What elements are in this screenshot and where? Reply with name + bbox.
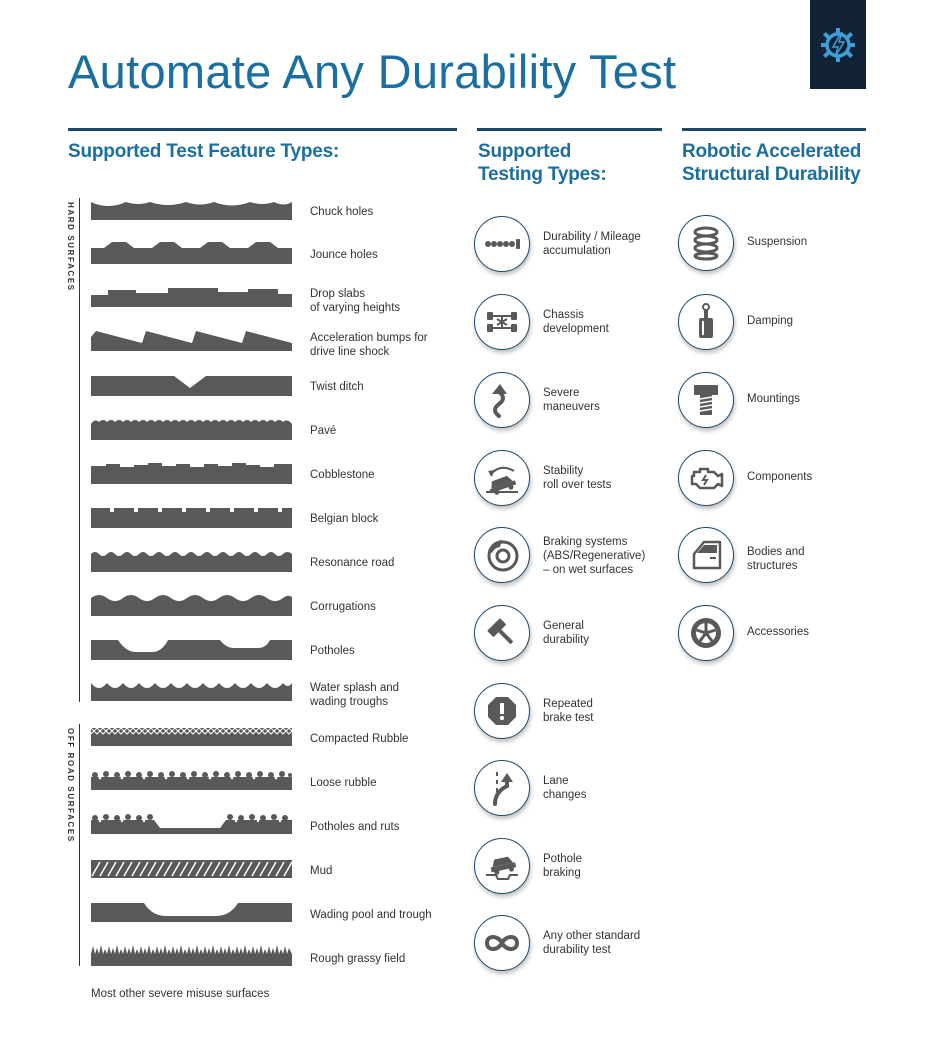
twist-ditch-profile — [90, 372, 294, 398]
loose-rubble-profile — [90, 768, 294, 794]
feature-drop-slabs — [90, 283, 450, 323]
testing-label: Any other standard durability test — [543, 930, 641, 956]
acceleration-bumps-profile — [90, 327, 294, 353]
feature-label: Pavé — [310, 425, 337, 437]
feature-label: Cobblestone — [310, 469, 375, 481]
offroad-surfaces-label: OFF ROAD SURFACES — [66, 728, 75, 843]
gear-bolt-icon — [819, 26, 857, 64]
robotic-label: Damping — [747, 315, 794, 327]
feature-label: Acceleration bumps for drive line shock — [310, 332, 428, 358]
feature-label: Wading pool and trough — [310, 909, 432, 921]
grassy-field-profile — [90, 944, 294, 970]
testing-label: General durability — [543, 620, 590, 646]
robotic-label: Mountings — [747, 393, 801, 405]
brake-warning-icon — [486, 695, 518, 727]
robotic-label: Bodies and structures — [747, 546, 805, 572]
feature-resonance-road — [90, 548, 450, 588]
hammer-icon — [485, 616, 519, 650]
feature-label: Loose rubble — [310, 777, 377, 789]
mileage-odometer-icon — [482, 232, 522, 256]
feature-label: Corrugations — [310, 601, 376, 613]
feature-jounce-holes — [90, 240, 450, 280]
drop-slabs-profile — [90, 283, 294, 309]
testing-label: Durability / Mileage accumulation — [543, 231, 641, 257]
feature-label: Drop slabs of varying heights — [310, 288, 401, 314]
feature-label: Jounce holes — [310, 249, 378, 261]
features-rule — [68, 128, 457, 131]
wading-pool-profile — [90, 900, 294, 926]
testing-label: Stability roll over tests — [543, 465, 612, 491]
coil-spring-icon — [691, 225, 721, 261]
feature-chuck-holes — [90, 196, 450, 236]
feature-label: Resonance road — [310, 557, 395, 569]
feature-loose-rubble — [90, 768, 450, 808]
hard-surfaces-label: HARD SURFACES — [66, 202, 75, 292]
feature-wading-pool — [90, 900, 450, 940]
testing-label: Repeated brake test — [543, 698, 594, 724]
testing-label: Braking systems (ABS/Regenerative) – on wet surfaces — [543, 536, 646, 576]
feature-corrugations — [90, 592, 450, 632]
features-heading: Supported Test Feature Types: — [68, 141, 340, 162]
testing-rule — [477, 128, 662, 131]
feature-pave — [90, 416, 450, 456]
robotic-label: Accessories — [747, 626, 809, 638]
offroad-surfaces-bar — [79, 724, 80, 966]
feature-grassy-field — [90, 944, 450, 984]
feature-cobblestone — [90, 460, 450, 500]
chassis-icon — [484, 307, 520, 337]
feature-label: Mud — [310, 865, 333, 877]
water-splash-profile — [90, 677, 294, 703]
jounce-holes-profile — [90, 240, 294, 266]
rollover-car-icon — [484, 461, 520, 495]
hard-surfaces-bar — [79, 198, 80, 702]
car-door-icon — [690, 540, 722, 570]
bolt-icon — [692, 383, 720, 417]
footer-note: Most other severe misuse surfaces — [91, 988, 270, 1000]
chuck-holes-profile — [90, 196, 294, 222]
infinity-icon — [483, 932, 521, 954]
feature-twist-ditch — [90, 372, 450, 412]
feature-label: Potholes — [310, 645, 355, 657]
engine-icon — [688, 464, 724, 492]
feature-compacted-rubble — [90, 724, 450, 764]
lane-change-icon — [487, 770, 517, 806]
testing-label: Severe maneuvers — [543, 387, 600, 413]
feature-label: Potholes and ruts — [310, 821, 400, 833]
feature-water-splash — [90, 677, 450, 717]
page-title: Automate Any Durability Test — [68, 45, 677, 98]
testing-label: Pothole braking — [543, 853, 583, 879]
feature-potholes — [90, 636, 450, 676]
wheel-icon — [688, 615, 724, 651]
feature-label: Water splash and wading troughs — [310, 682, 400, 708]
robotic-heading: Robotic Accelerated Structural Durability — [682, 141, 862, 185]
feature-potholes-ruts — [90, 812, 450, 852]
feature-label: Rough grassy field — [310, 953, 406, 965]
testing-heading: Supported Testing Types: — [478, 141, 607, 185]
feature-belgian-block — [90, 504, 450, 544]
pothole-car-icon — [484, 851, 520, 881]
feature-label: Twist ditch — [310, 381, 364, 393]
brake-disc-icon — [484, 537, 520, 573]
potholes-profile — [90, 636, 294, 662]
mud-profile — [90, 856, 294, 882]
feature-acceleration-bumps — [90, 327, 450, 367]
testing-label: Chassis development — [543, 309, 609, 335]
belgian-block-profile — [90, 504, 294, 530]
robotic-label: Suspension — [747, 236, 808, 248]
feature-label: Compacted Rubble — [310, 733, 409, 745]
feature-label: Chuck holes — [310, 206, 374, 218]
compacted-rubble-profile — [90, 724, 294, 750]
feature-label: Belgian block — [310, 513, 379, 525]
curvy-arrow-icon — [487, 382, 517, 418]
cobblestone-profile — [90, 460, 294, 486]
robotic-rule — [682, 128, 866, 131]
robotic-label: Components — [747, 471, 813, 483]
shock-absorber-icon — [694, 303, 718, 341]
corrugations-profile — [90, 592, 294, 618]
resonance-road-profile — [90, 548, 294, 574]
pave-profile — [90, 416, 294, 442]
feature-mud — [90, 856, 450, 896]
testing-label: Lane changes — [543, 775, 587, 801]
logo — [810, 0, 866, 89]
potholes-ruts-profile — [90, 812, 294, 838]
